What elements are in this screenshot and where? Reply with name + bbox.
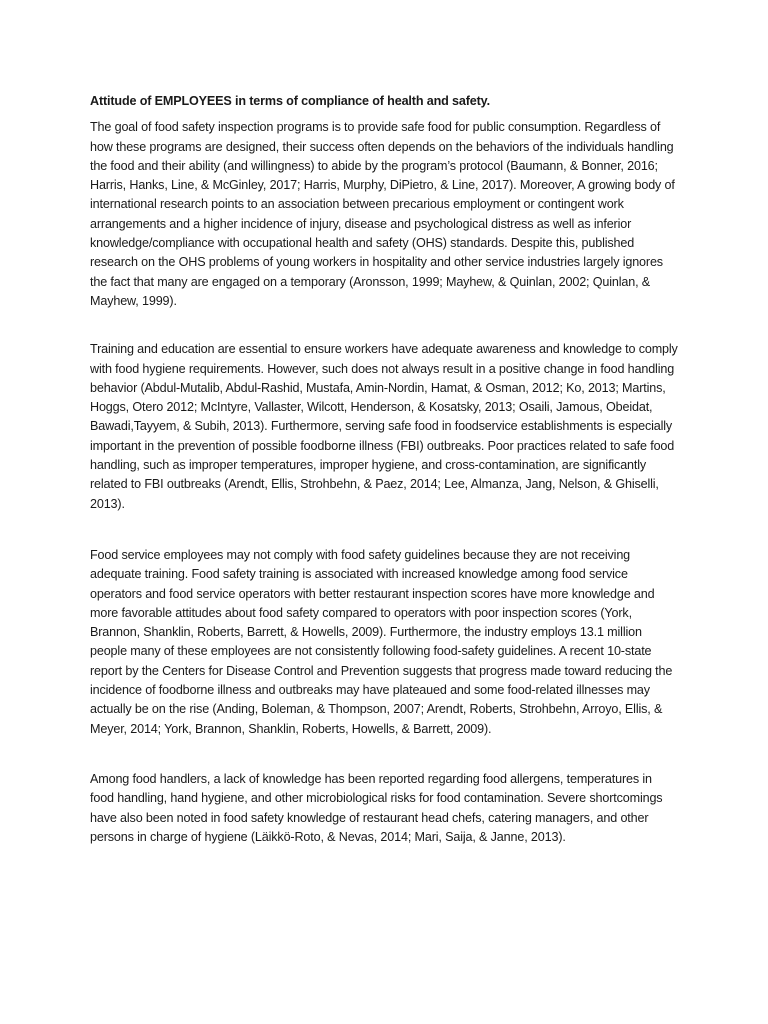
paragraph-inspection-programs: The goal of food safety inspection programs is to provide safe food for public consumption. Regardless of how these programs are designed, their success often depends on the behaviors of the individuals handling the food and their ability (and willingness) to abide by the program’s protocol (Baumann, & Bonner, 2016; Harris, Hanks, Line, & McGinley, 2017; Harris, Murphy, DiPietro, & Line, 2017). Moreover, A growing body of international research points to an association between precarious employment or contingent work arrangements and a higher incidence of injury, disease and psychological distress as well as inferior knowledge/compliance with occupational health and safety (OHS) standards. Despite this, published research on the OHS problems of young workers in hospitality and other service industries largely ignores the fact that many are engaged on a temporary (Aronsson, 1999; Mayhew, & Quinlan, 2002; Quinlan, & Mayhew, 1999). (90, 120, 675, 308)
document-heading: Attitude of EMPLOYEES in terms of compliance of health and safety. (90, 94, 490, 108)
paragraph-food-handlers-knowledge: Among food handlers, a lack of knowledge has been reported regarding food allergens, temperatures in food handling, hand hygiene, and other microbiological risks for food contamination. Severe shortcomings have also been noted in food safety knowledge of restaurant head chefs, catering managers, and other persons in charge of hygiene (Läikkö-Roto, & Nevas, 2014; Mari, Saija, & Janne, 2013). (90, 771, 663, 844)
paragraph-employee-compliance: Food service employees may not comply with food safety guidelines because they are not receiving adequate training. Food safety training is associated with increased knowledge among food service operators and food service operators with better restaurant inspection scores have more knowledge and more favorable attitudes about food safety compared to operators with poor inspection scores (York, Brannon, Shanklin, Roberts, Barrett, & Howells, 2009). Furthermore, the industry employs 13.1 million people many of these employees are not consistently following food-safety guidelines. A recent 10-state report by the Centers for Disease Control and Prevention suggests that progress made toward reducing the incidence of foodborne illness and outbreaks may have plateaued and some food-related illnesses may actually be on the rise (Anding, Boleman, & Thompson, 2007; Arendt, Roberts, Strohbehn, Arroyo, Ellis, & Meyer, 2014; York, Brannon, Shanklin, Roberts, Howells, & Barrett, 2009). (90, 547, 673, 736)
paragraph-training-education: Training and education are essential to ensure workers have adequate awareness and knowledge to comply with food hygiene requirements. However, such does not always result in a positive change in food handling behavior (Abdul-Mutalib, Abdul-Rashid, Mustafa, Amin-Nordin, Hamat, & Osman, 2012; Ko, 2013; Martins, Hoggs, Otero 2012; McIntyre, Vallaster, Wilcott, Henderson, & Kosatsky, 2013; Osaili, Jamous, Obeidat, Bawadi,Tayyem, & Subih, 2013). Furthermore, serving safe food in foodservice establishments is especially important in the prevention of possible foodborne illness (FBI) outbreaks. Poor practices related to safe food handling, such as improper temperatures, improper hygiene, and cross-contamination, are significantly related to FBI outbreaks (Arendt, Ellis, Strohbehn, & Paez, 2014; Lee, Almanza, Jang, Nelson, & Ghiselli, 2013). (90, 342, 678, 511)
document-body (90, 92, 678, 847)
